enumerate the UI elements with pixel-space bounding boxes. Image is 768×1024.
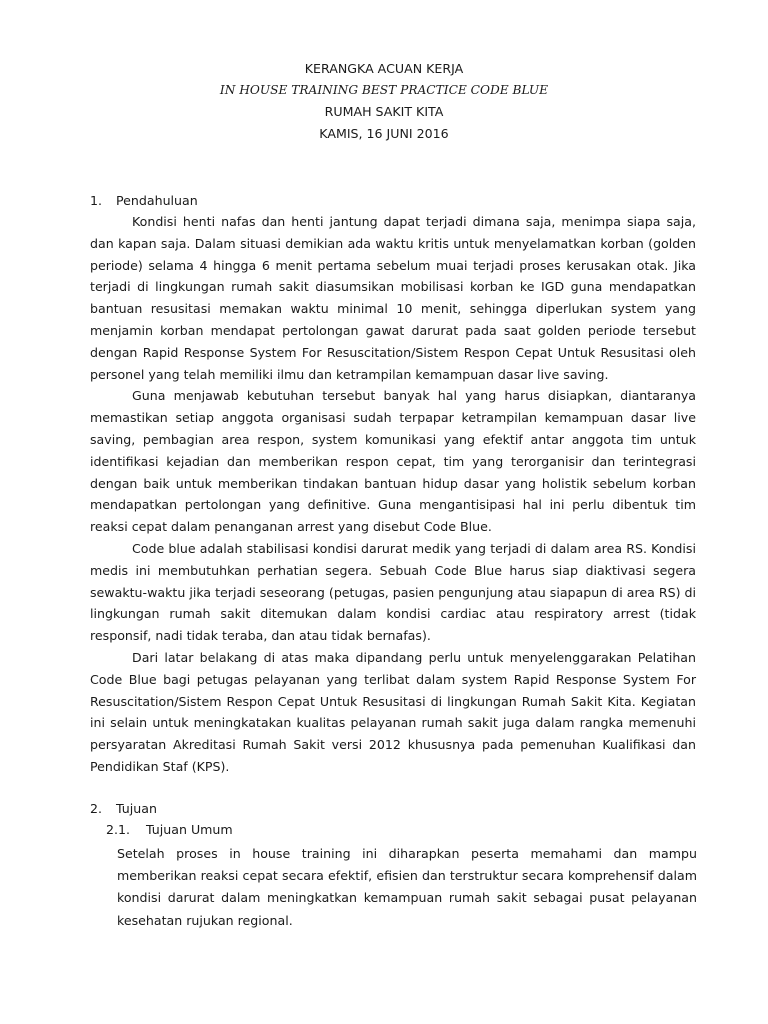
section-1-paragraph-4: Dari latar belakang di atas maka dipandang perlu untuk menyelenggarakan Pelatihan Code Blue bagi petugas pelayanan yang terlibat dalam system Rapid Response System For Resuscitation/Sistem Respon Cepat Untuk Resusitasi di lingkungan Rumah Sakit Kita. Kegiatan ini selain untuk meningkatakan kualitas pelayanan rumah sakit juga dalam rangka memenuhi persyaratan Akreditasi Rumah Sakit versi 2012 khususnya pada pemenuhan Kualifikasi dan Pendidikan Staf (KPS). <box>90 649 696 774</box>
document-header <box>0 58 768 144</box>
section-1-paragraph-3: Code blue adalah stabilisasi kondisi darurat medik yang terjadi di dalam area RS. Kondisi medis ini membutuhkan perhatian segera. Sebuah Code Blue harus siap diaktivasi segera sewaktu-waktu jika terjadi seseorang (petugas, pasien pengunjung atau siapapun di area RS) di lingkungan rumah sakit ditemukan dalam kondisi cardiac atau respiratory arrest (tidak responsif, nadi tidak teraba, dan atau tidak bernafas). <box>90 540 696 644</box>
header-date: KAMIS, 16 JUNI 2016 <box>319 125 449 141</box>
subsection-2-1-number: 2.1. <box>106 822 131 837</box>
subsection-2-1-paragraph: Setelah proses in house training ini diharapkan peserta memahami dan mampu memberikan reaksi cepat secara efektif, efisien dan terstruktur secara komprehensif dalam kondisi darurat dalam meningkatkan kemampuan rumah sakit sebagai pusat pelayanan kesehatan rujukan regional. <box>117 846 697 928</box>
section-1-paragraph-2: Guna menjawab kebutuhan tersebut banyak hal yang harus disiapkan, diantaranya memastikan setiap anggota organisasi sudah terpapar ketrampilan kemampuan dasar live saving, pembagian area respon, system komunikasi yang efektif antar anggota tim untuk identifikasi kejadian dan memberikan respon cepat, tim yang terorganisir dan terintegrasi dengan baik untuk memberikan tindakan bantuan hidup dasar yang holistik sebelum korban mendapatkan pertolongan yang definitive. Guna mengantisipasi hal ini perlu dibentuk tim reaksi cepat dalam penanganan arrest yang disebut Code Blue. <box>90 388 696 535</box>
section-2-title: Tujuan <box>116 801 157 816</box>
subsection-2-1-heading <box>106 822 233 837</box>
section-1-heading <box>90 193 198 208</box>
section-1-paragraph-1: Kondisi henti nafas dan henti jantung dapat terjadi dimana saja, menimpa siapa saja, dan kapan saja. Dalam situasi demikian ada waktu kritis untuk menyelamatkan korban (golden periode) selama 4 hingga 6 menit pertama sebelum muai terjadi proses kerusakan otak. Jika terjadi di lingkungan rumah sakit diasumsikan mobilisasi korban ke IGD guna mendapatkan bantuan resusitasi memakan waktu minimal 10 menit, sehingga diperlukan system yang menjamin korban mendapat pertolongan gawat darurat pada saat golden periode tersebut dengan Rapid Response System For Resuscitation/Sistem Respon Cepat Untuk Resusitasi oleh personel yang telah memiliki ilmu dan ketrampilan kemampuan dasar live saving. <box>90 214 696 382</box>
header-hospital: RUMAH SAKIT KITA <box>324 104 444 119</box>
section-2-number: 2. <box>90 801 103 816</box>
header-title: KERANGKA ACUAN KERJA <box>304 61 464 76</box>
section-1-body <box>90 211 696 778</box>
section-1-number: 1. <box>90 193 103 208</box>
subsection-2-1-title: Tujuan Umum <box>146 822 233 837</box>
section-2-heading <box>90 801 157 816</box>
section-1-title: Pendahuluan <box>116 193 198 208</box>
subsection-2-1-body <box>117 843 697 932</box>
header-subtitle: IN HOUSE TRAINING BEST PRACTICE CODE BLUE <box>219 82 549 97</box>
